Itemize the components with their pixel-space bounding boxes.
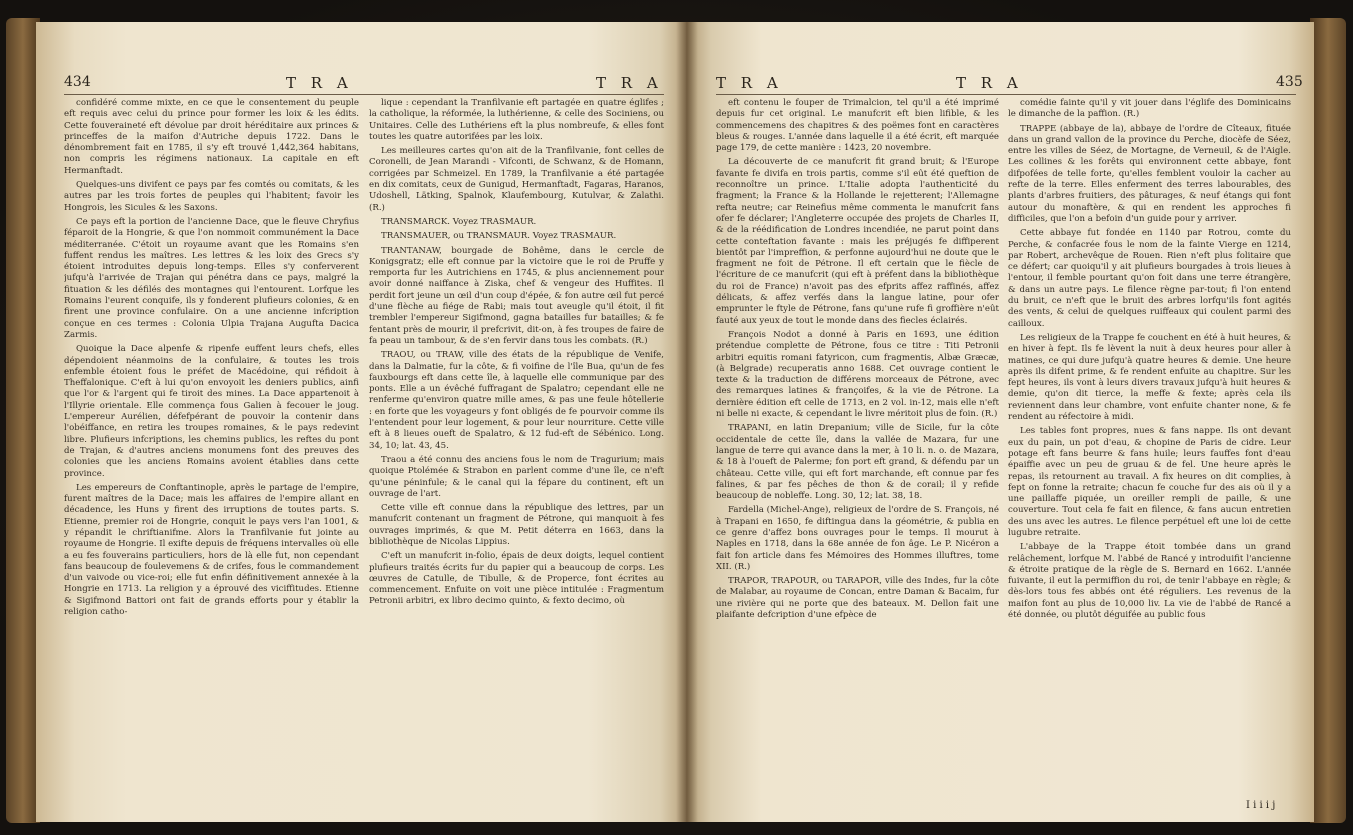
paragraph: TRANTANAW, bourgade de Bohême, dans le cercle de Konigsgratz; elle eft connue par la victoire que le roi de Pruffe y remporta fur les Autrichiens en 1745, & plus anciennement pour avoir donné naiffance à Ziska, chef & vengeur des Huffites. Il perdit fort jeune un œil d'un coup d'épée, & fon autre œil fut percé d'une flèche au fiége de Rabi; mais tout aveugle qu'il étoit, il fit trembler l'empereur Sigifmond, gagna batailles fur batailles; & fe fentant près de mourir, il prefcrivit, dit-on, à fes troupes de faire de fa peau un tambour, & de s'en fervir dans tous les combats. (R.) (369, 245, 664, 346)
paragraph: TRAPPE (abbaye de la), abbaye de l'ordre de Cîteaux, fituée dans un grand vallon de la province du Perche, diocèfe de Séez, entre les villes de Séez, de Mortagne, de Verneuil, & de l'Aigle. Les collines & les forêts qui environnent cette abbaye, font difpofées de telle forte, qu'elles femblent vouloir la cacher au refte de la terre. Elles enferment des terres labourables, des plants d'arbres fruitiers, des pâturages, & neuf étangs qui font autour du monaftère, & qui en rendent les approches fi difficiles, que l'on a befoin d'un guide pour y arriver. (1008, 123, 1291, 224)
paragraph: lique : cependant la Tranfilvanie eft partagée en quatre églifes ; la catholique, la réformée, la luthérienne, & celle des Sociniens, ou Unitaires. Celle des Luthériens eft la plus nombreufe, & elles font toutes les quatre autorifées par les loix. (369, 98, 664, 142)
paragraph: Cette ville eft connue dans la république des lettres, par un manufcrit contenant un fragment de Pétrone, qui manquoit à fes ouvrages imprimés, & que M. Petit déterra en 1663, dans la bibliothèque de Nicolas Lippius. (369, 503, 664, 547)
paragraph: Les meilleures cartes qu'on ait de la Tranfilvanie, font celles de Coronelli, de Jean Marandi - Vifconti, de Schwanz, & de Homann, corrigées par Schmeizel. En 1789, la Tranfilvanie a été partagée en dix comitats, ceux de Gunigud, Hermanftadt, Fagaras, Haranos, Udoshell, Lätking, Spalnok, Klaufembourg, Kutulvar, & Zalathi. (R.) (369, 146, 664, 213)
paragraph: Traou a été connu des anciens fous le nom de Tragurium; mais quoique Ptolémée & Strabon en parlent comme d'une île, ce n'eft qu'une péninfule; & le canal qui la fépare du continent, eft un ouvrage de l'art. (369, 454, 664, 499)
paragraph: Ce pays eft la portion de l'ancienne Dace, que le fleuve Chryfius féparoit de la Hongrie, & que l'on nommoit communément la Dace méditerranée. C'étoit un royaume avant que les Romains s'en fuffent rendus les maîtres. Les lettres & les loix des Grecs s'y étoient introduites depuis long-temps. Elles s'y conferverent jufqu'à l'arrivée de Trajan qui pénétra dans ce pays, malgré la fituation & les défilés des montagnes qui l'entourent. Lorfque les Romains l'eurent conquife, ils y fonderent plufieurs colonies, & en firent une province confulaire. On a une ancienne infcription conçue en ces termes : Colonia Ulpia Trajana Augufta Dacica Zarmis. (64, 216, 359, 340)
book-edge-left (6, 18, 40, 823)
left-column-1 (64, 98, 359, 813)
paragraph: eft contenu le fouper de Trimalcion, tel qu'il a été imprimé depuis fur cet original. Le manufcrit eft bien lifible, & les commencemens des chapitres & des poëmes font en caractères bleus & rouges. L'année dans laquelle il a été écrit, eft marquée page 179, de cette manière : 1423, 20 novembre. (716, 98, 999, 154)
left-running-head-inner: T R A (596, 74, 663, 92)
left-page (36, 22, 686, 822)
signature-mark: I i i i j (1246, 800, 1276, 811)
paragraph: TRAPANI, en latin Drepanium; ville de Sicile, fur la côte occidentale de cette île, dans la vallée de Mazara, fur une langue de terre qui avance dans la mer, à 10 li. n. o. de Mazara, & 18 à l'oueft de Palerme; fon port eft grand, & défendu par un château. Cette ville, qui eft fort marchande, eft connue par fes falines, & par fes pêches de thon & de corail; il y refide beaucoup de nobleffe. Long. 30, 12; lat. 38, 18. (716, 423, 999, 502)
right-column-2 (1008, 98, 1291, 798)
left-page-number: 434 (64, 74, 91, 90)
right-running-head: T R A (956, 74, 1023, 92)
paragraph: Quoique la Dace alpenfe & ripenfe euffent leurs chefs, elles dépendoient néanmoins de la confulaire, & toutes les trois enfemble étoient fous le préfet de Macédoine, qui réfidoit à Theffalonique. C'eft à lui qu'on envoyoit les deniers publics, ainfi que l'or & l'argent qui fe tiroit des mines. La Dace appartenoit à l'Illyrie orientale. Elle commença fous Galien à fecouer le joug. L'empereur Aurélien, défefpérant de pouvoir la contenir dans l'obéiffance, en retira les troupes romaines, & le pays redevint libre. Plufieurs infcriptions, les chemins publics, les reftes du pont de Trajan, & d'autres anciens monumens font des preuves des colonies que les anciens Romains avoient établies dans cette province. (64, 344, 359, 479)
paragraph: TRAOU, ou TRAW, ville des états de la république de Venife, dans la Dalmatie, fur la côte, & fi voifine de l'île Bua, qu'un de fes fauxbourgs eft dans cette île, à laquelle elle communique par des ponts. Elle a un évêché fuffragant de Spalatro; cependant elle ne renferme qu'environ quatre mille ames, & pas une feule hôtellerie : en forte que les voyageurs y font obligés de fe pourvoir comme ils l'entendent pour leur logement, & pour leur nourriture. Cette ville eft à 8 lieues oueft de Spalatro, & 12 fud-eft de Sébénico. Long. 34, 10; lat. 43, 45. (369, 350, 664, 451)
right-running-head-inner: T R A (716, 74, 783, 92)
paragraph: La découverte de ce manufcrit fit grand bruit; & l'Europe favante fe divifa en trois partis, comme s'il eût été queftion de reconnoître un prince. L'Italie adopta l'authenticité du fragment; la France & la Hollande le rejetterent; l'Allemagne refta neutre; car Reinefius même commenta le manufcrit fans ofer fe déclarer; l'Angleterre occupée des projets de Charles II, & de la réédification de Londres incendiée, ne parut point dans cette conteftation favante : mais les préjugés fe diffiperent bientôt par l'impreffion, & perfonne aujourd'hui ne doute que le fragment ne foit de Pétrone. Il eft certain que le fiècle de l'écriture de ce manufcrit (qui eft à préfent dans la bibliothèque du roi de France) n'avoit pas des efprits affez raffinés, affez délicats, & affez verfés dans la langue latine, pour ofer emprunter le ftyle de Pétrone, fans qu'une rufe fi groffière n'eût fauté aux yeux de tout le monde dans des fiecles éclairés. (716, 157, 999, 326)
paragraph: confidéré comme mixte, en ce que le consentement du peuple eft requis avec celui du prince pour former les loix & les édits. Cette fouveraineté eft dévolue par droit héréditaire aux princes & princeffes de la maifon d'Autriche depuis 1722. Dans le dénombrement fait en 1785, il s'y eft trouvé 1,442,364 habitans, non compris les régimens nationaux. La capitale en eft Hermanftadt. (64, 98, 359, 176)
right-head-rule (716, 94, 1296, 95)
paragraph: Les tables font propres, nues & fans nappe. Ils ont devant eux du pain, un pot d'eau, & chopine de Paris de cidre. Leur potage eft fans beurre & fans huile; leurs fauffes font d'eau épaiffie avec un peu de gruau & de fel. Une heure après le repas, ils retournent au travail. A fix heures on dit complies, à fept on fonne la retraite; chacun fe couche fur des ais où il y a une paillaffe piquée, un oreiller rempli de paille, & une couverture. Tout cela fe fait en filence, & fans aucun entretien des uns avec les autres. Le filence perpétuel eft une loi de cette lugubre retraite. (1008, 426, 1291, 538)
left-head-rule (64, 94, 664, 95)
paragraph: TRAPOR, TRAPOUR, ou TARAPOR, ville des Indes, fur la côte de Malabar, au royaume de Concan, entre Daman & Bacaim, fur une rivière qui ne porte que des bateaux. M. Dellon fait une plaifante defcription d'une efpèce de (716, 576, 999, 621)
right-page (686, 22, 1314, 822)
paragraph: L'abbaye de la Trappe étoit tombée dans un grand relâchement, lorfque M. l'abbé de Rancé y introduifit l'ancienne & étroite pratique de la règle de S. Bernard en 1662. L'année fuivante, il eut la permiffion du roi, de tenir l'abbaye en règle; & dès-lors tous fes abbés ont été réguliers. Les revenus de la maifon font au plus de 10,000 liv. La vie de l'abbé de Rancé a été donnée, ou plutôt déguifée au public fous (1008, 542, 1291, 621)
right-column-1 (716, 98, 999, 810)
paragraph: Les empereurs de Conftantinople, après le partage de l'empire, furent maîtres de la Dace; mais les affaires de l'empire allant en décadence, les Huns y firent des irruptions de toutes parts. S. Etienne, premier roi de Hongrie, conquit le pays vers l'an 1001, & y répandit le chriftianifme. Alors la Tranfilvanie fut jointe au royaume de Hongrie. Il exifte depuis de fréquens intervalles où elle a eu fes fouverains particuliers, hors de là elle fut, non cependant fans beaucoup de foulevemens & de crifes, fous le commandement d'un vaivode ou vice-roi; elle fut enfin définitivement annexée à la Hongrie en 1713. La religion y a éprouvé des viciffitudes. Etienne & Sigifmond Battori ont fait de grands efforts pour y établir la religion catho- (64, 482, 359, 618)
left-column-2 (369, 98, 664, 813)
paragraph: Cette abbaye fut fondée en 1140 par Rotrou, comte du Perche, & confacrée fous le nom de la fainte Vierge en 1214, par Robert, archevêque de Rouen. Rien n'eft plus folitaire que ce défert; car quoiqu'il y ait plufieurs bourgades à trois lieues à l'entour, il femble pourtant qu'on foit dans une terre étrangère, & dans un autre pays. Le filence règne par-tout; fi l'on entend du bruit, ce n'eft que le bruit des arbres lorfqu'ils font agités des vents, & celui de quelques ruiffeaux qui coulent parmi des cailloux. (1008, 228, 1291, 329)
paragraph: C'eft un manufcrit in-folio, épais de deux doigts, lequel contient plufieurs traités écrits fur du papier qui a beaucoup de corps. Les œuvres de Catulle, de Tibulle, & de Properce, font écrites au commencement. Enfuite on voit une pièce intitulée : Fragmentum Petronii arbitri, ex libro decimo quinto, & fexto decimo, où (369, 551, 664, 607)
paragraph: TRANSMARCK. Voyez TRASMAUR. (381, 216, 537, 227)
paragraph: Quelques-uns divifent ce pays par fes comtés ou comitats, & les autres par les trois fortes de peuples qui l'habitent; favoir les Hongrois, les Sicules & les Saxons. (64, 180, 359, 213)
right-page-number: 435 (1276, 74, 1303, 90)
book-edge-right (1310, 18, 1346, 823)
paragraph: Les religieux de la Trappe fe couchent en été à huit heures, & en hiver à fept. Ils fe lèvent la nuit à deux heures pour aller à matines, ce qui dure jufqu'à quatre heures & demie. Une heure après ils difent prime, & fe rendent enfuite au chapitre. Sur les fept heures, ils vont à leurs divers travaux jufqu'à huit heures & demie, qu'on dit tierce, la meffe & fexte; après cela ils reviennent dans leur chambre, vont enfuite chanter none, & fe rendent au réfectoire à midi. (1008, 332, 1291, 423)
paragraph: TRANSMAUER, ou TRANSMAUR. Voyez TRASMAUR. (381, 231, 617, 242)
left-running-head: T R A (286, 74, 353, 92)
paragraph: François Nodot a donné à Paris en 1693, une édition prétendue complette de Pétrone, fous ce titre : Titi Petronii arbitri equitis romani fatyricon, cum fragmentis, Albæ Græcæ, (à Belgrade) recuperatis anno 1688. Cet ouvrage contient le texte & la traduction de différens morceaux de Pétrone, avec des remarques latines & françoifes, & la vie de Pétrone. La dernière édition eft celle de 1713, en 2 vol. in-12, mais elle n'eft ni belle ni exacte, & cependant le livre méritoit plus de foin. (R.) (716, 329, 999, 420)
paragraph: comédie fainte qu'il y vit jouer dans l'églife des Dominicains le dimanche de la paffion. (R.) (1008, 98, 1291, 120)
book-gutter (676, 22, 698, 822)
paragraph: Fardella (Michel-Ange), religieux de l'ordre de S. François, né à Trapani en 1650, fe diftingua dans la géométrie, & publia en ce genre d'affez bons ouvrages pour le temps. Il mourut à Naples en 1718, dans la 68e année de fon âge. Le P. Nicéron a fait fon article dans fes Mémoires des Hommes illuftres, tome XII. (R.) (716, 505, 999, 572)
